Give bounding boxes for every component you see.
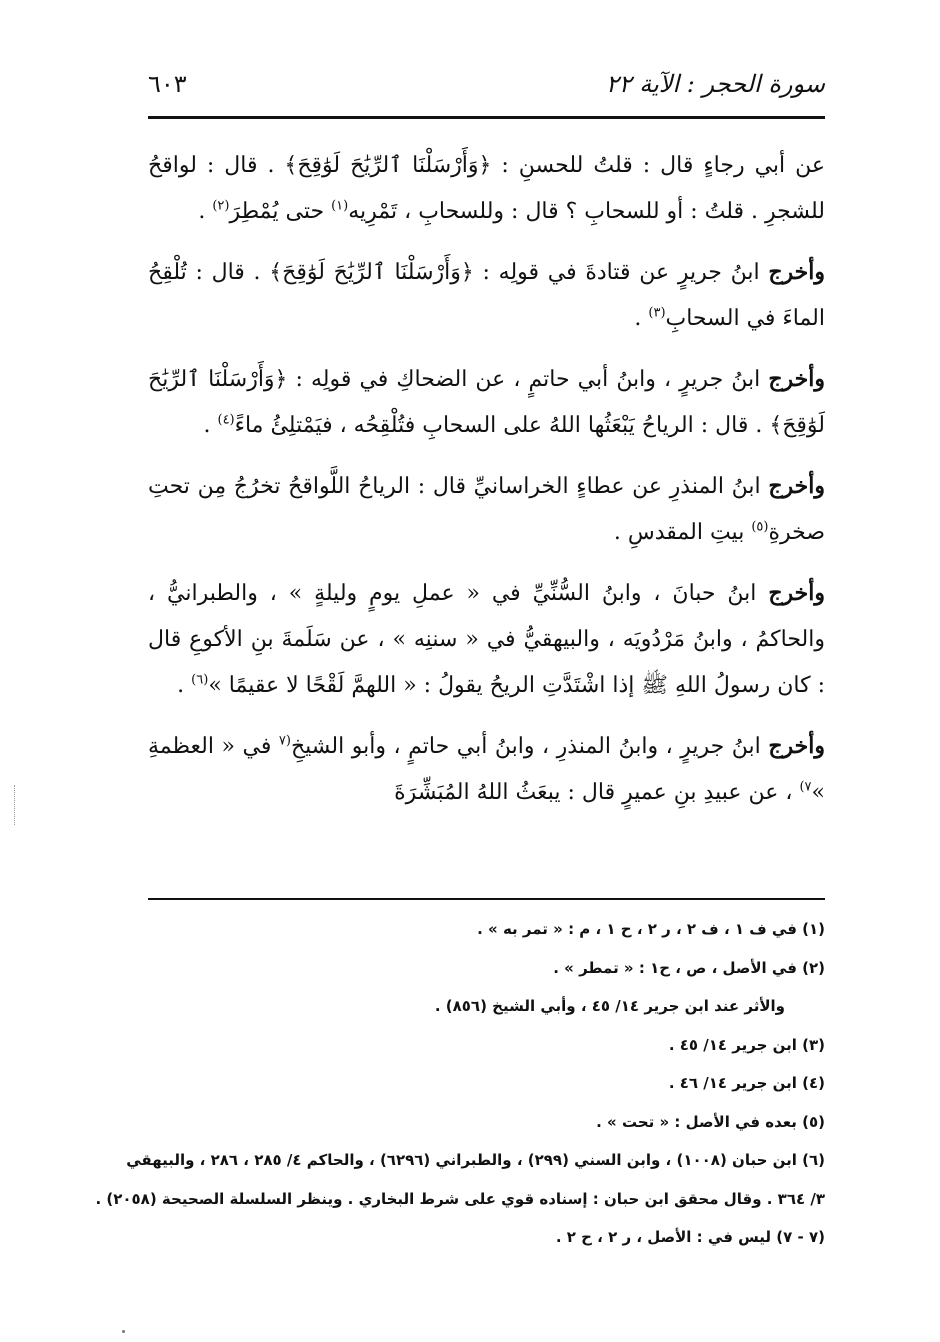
paragraph-text: ، عن عبيدِ بنِ عميرٍ قال : يبعَثُ اللهُ المُبَشِّرَةَ [394,780,800,805]
paragraph-text: في « العظمةِ » [148,734,825,805]
paragraph-text: ابنُ حبانَ ، وابنُ السُّنِّيِّ في « عملِ يومٍ وليلةٍ » ، والطبرانيُّ ، والحاكمُ ، وابنُ مَرْدُويَه ، والبيهقيُّ في « سننِه » ، عن سَلَمةَ بنِ الأكوعِ قال : كان رسولُ اللهِ ﷺ إذا اشْتَدَّتِ الريحُ يقولُ : « اللهمَّ لَقْحًا لا عقيمًا » [148,581,825,698]
footnote: (١) في ف ١ ، ف ٢ ، ر ٢ ، ح ١ ، م : « تمر به » . [477,920,825,938]
footnote: (٣) ابن جرير ١٤/ ٤٥ . [668,1035,825,1054]
footnote: (٢) في الأصل ، ص ، ح١ : « تمطر » . [553,958,825,977]
running-header [148,66,825,106]
footnote-ref: (١) [331,198,349,214]
footnote: (٦) ابن حبان (١٠٠٨) ، وابن السني (٢٩٩) ، والطبراني (٦٢٩٦) ، والحاكم ٤/ ٢٨٥ ، ٢٨٦ ، والبيهقي [126,1151,825,1169]
paragraph-lead: وأخرج [768,259,825,285]
paragraph-text: حتى يُمْطِرَ [229,199,332,224]
footnotes [95,910,825,1257]
paragraph-lead: وأخرج [768,580,825,606]
footnote-ref: (٤) [217,412,235,428]
paragraph-lead: وأخرج [768,366,825,392]
footnote: ٣/ ٣٦٤ . وقال محقق ابن حبان : إسناده قوي على شرط البخاري . وينظر السلسلة الصحيحة (٢٠٥٨) . [95,1189,825,1208]
paragraph-text: . [634,306,649,331]
footnote-ref: (٦) [191,672,209,688]
paragraph [148,570,825,709]
header-rule [148,116,825,119]
footnote-ref: (٧ [278,733,291,749]
paragraph [148,249,825,342]
footnote: (٥) بعده في الأصل : « تحت » . [596,1112,825,1131]
footnote: والأثر عند ابن جرير ١٤/ ٤٥ ، وأبي الشيخ (٨٥٦) . [434,997,785,1015]
paragraph [148,463,825,556]
paragraph-text: ابنُ جريرٍ ، وابنُ المنذرِ ، وابنُ أبي حاتمٍ ، وأبو الشيخِ [290,734,769,759]
paragraph-text: ابنُ جريرٍ ، وابنُ أبي حاتمٍ ، عن الضحاكِ في قولِه : ﴿وَأَرْسَلْنَا ٱلرِّيَٰحَ لَوَٰقِحَ﴾ . قال : الرياحُ يَبْعَثُها اللهُ على السحابِ فتُلْقِحُه ، فيَمْتلِئُ ماءً [148,367,825,438]
footnote-ref: (٢) [212,198,230,214]
paragraph-text: . [203,413,218,438]
scan-edge-mark [14,785,16,825]
footnote-ref: (٥) [751,519,769,535]
paragraph-lead: وأخرج [768,473,825,499]
paragraph-text: . [198,199,213,224]
footnote: (٧ - ٧) ليس في : الأصل ، ر ٢ ، ح ٢ . [555,1228,825,1246]
paragraph-lead: وأخرج [768,733,825,759]
paragraph-text: عن أبي رجاءٍ قال : قلتُ للحسنِ : ﴿وَأَرْسَلْنَا ٱلرِّيَٰحَ لَوَٰقِحَ﴾ . قال : لواقحُ للشجرِ . قلتُ : أو للسحابِ ؟ قال : وللسحابِ ، تَمْرِيه [148,153,825,224]
page-number: ٦٠٣ [148,70,187,98]
paragraph [148,356,825,449]
paragraph-text: بيتِ المقدسِ . [613,520,752,545]
paragraph [148,723,825,816]
paragraph-text: ابنُ المنذرِ عن عطاءٍ الخراسانيِّ قال : الرياحُ اللَّواقحُ تخرُجُ مِن تحتِ صخرةِ [148,474,825,545]
footnote-rule [148,898,825,900]
footnote: (٤) ابن جرير ١٤/ ٤٦ . [668,1074,825,1092]
paragraph-text: . [177,673,192,698]
footnote-ref: ٧) [799,779,812,795]
paragraph-text: ابنُ جريرٍ عن قتادةَ في قولِه : ﴿وَأَرْسَلْنَا ٱلرِّيَٰحَ لَوَٰقِحَ﴾ . قال : تُلْقِحُ الماءَ في السحابِ [148,260,825,331]
paragraph [148,142,825,235]
footnote-ref: (٣) [648,305,666,321]
main-text [148,142,825,830]
running-header-title: سورة الحجر : الآية ٢٢ [605,70,825,98]
scan-speck [122,1330,125,1333]
